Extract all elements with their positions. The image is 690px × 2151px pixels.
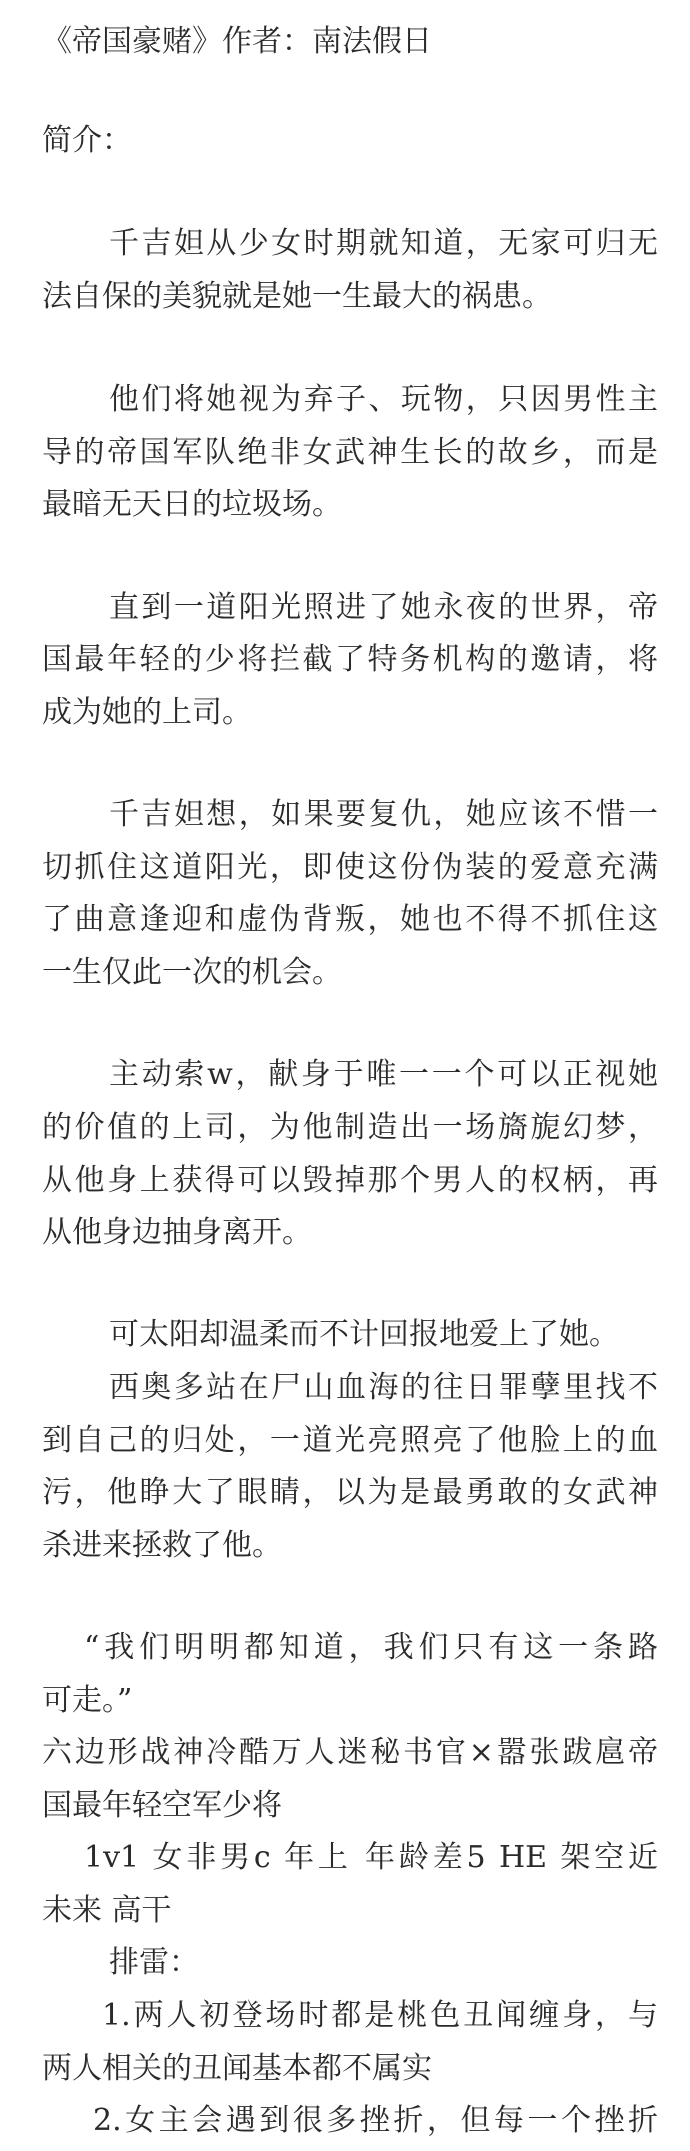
tagline-line-2: 国最年轻空军少将 (42, 1788, 282, 1823)
paragraph-3-line-1: 直到一道阳光照进了她永夜的世界，帝 (109, 590, 658, 625)
paragraph-4-line-4: 一生仅此一次的机会。 (42, 955, 342, 990)
paragraph-3-line-3: 成为她的上司。 (42, 695, 252, 730)
paragraph-1-line-1: 千吉妲从少女时期就知道，无家可归无 (109, 226, 658, 261)
paragraph-4-line-2: 切抓住这道阳光，即使这份伪装的爱意充满 (42, 850, 658, 885)
paragraph-6-line-1: 可太阳却温柔而不计回报地爱上了她。 (109, 1317, 619, 1352)
paragraph-5-line-4: 从他身边抽身离开。 (42, 1215, 312, 1250)
paragraph-3-line-2: 国最年轻的少将拦截了特务机构的邀请，将 (42, 642, 658, 677)
tags-line-2: 未来 高干 (42, 1893, 172, 1928)
tags-line-1: 1v1 女非男c 年上 年龄差5 HE 架空近 (84, 1840, 658, 1875)
paragraph-4-line-3: 了曲意逢迎和虚伪背叛，她也不得不抓住这 (42, 902, 658, 937)
paragraph-2-line-2: 导的帝国军队绝非女武神生长的故乡，而是 (42, 435, 658, 470)
paragraph-5-line-1: 主动索w，献身于唯一一个可以正视她 (109, 1057, 658, 1092)
paragraph-1-line-2: 法自保的美貌就是她一生最大的祸患。 (42, 279, 552, 314)
paragraph-7-line-4: 杀进来拯救了他。 (42, 1528, 282, 1563)
tagline-line-1: 六边形战神冷酷万人迷秘书官×嚣张跋扈帝 (42, 1735, 658, 1770)
mine-1-line-1: 1.两人初登场时都是桃色丑闻缠身，与 (102, 1998, 658, 2033)
paragraph-7-line-2: 到自己的归处，一道光亮照亮了他脸上的血 (42, 1423, 658, 1458)
paragraph-7-line-3: 污，他睁大了眼睛，以为是最勇敢的女武神 (42, 1475, 658, 1510)
paragraph-2-line-1: 他们将她视为弃子、玩物，只因男性主 (109, 382, 658, 417)
mine-2-line-1: 2.女主会遇到很多挫折，但每一个挫折 (93, 2103, 658, 2138)
paragraph-5-line-3: 从他身上获得可以毁掉那个男人的权柄，再 (42, 1163, 658, 1198)
paragraph-5-line-2: 的价值的上司，为他制造出一场旖旎幻梦， (42, 1110, 658, 1145)
intro-label: 简介： (42, 123, 132, 158)
title-author-line: 《帝国豪赌》作者：南法假日 (42, 24, 432, 59)
paragraph-2-line-3: 最暗无天日的垃圾场。 (42, 487, 342, 522)
paragraph-7-line-1: 西奥多站在尸山血海的往日罪孽里找不 (109, 1370, 658, 1405)
quote-line-2: 可走。” (42, 1683, 133, 1718)
mine-label: 排雷： (109, 1945, 199, 1980)
quote-line-1: “我们明明都知道，我们只有这一条路 (84, 1630, 658, 1665)
mine-1-line-2: 两人相关的丑闻基本都不属实 (42, 2051, 432, 2086)
paragraph-4-line-1: 千吉妲想，如果要复仇，她应该不惜一 (109, 797, 658, 832)
